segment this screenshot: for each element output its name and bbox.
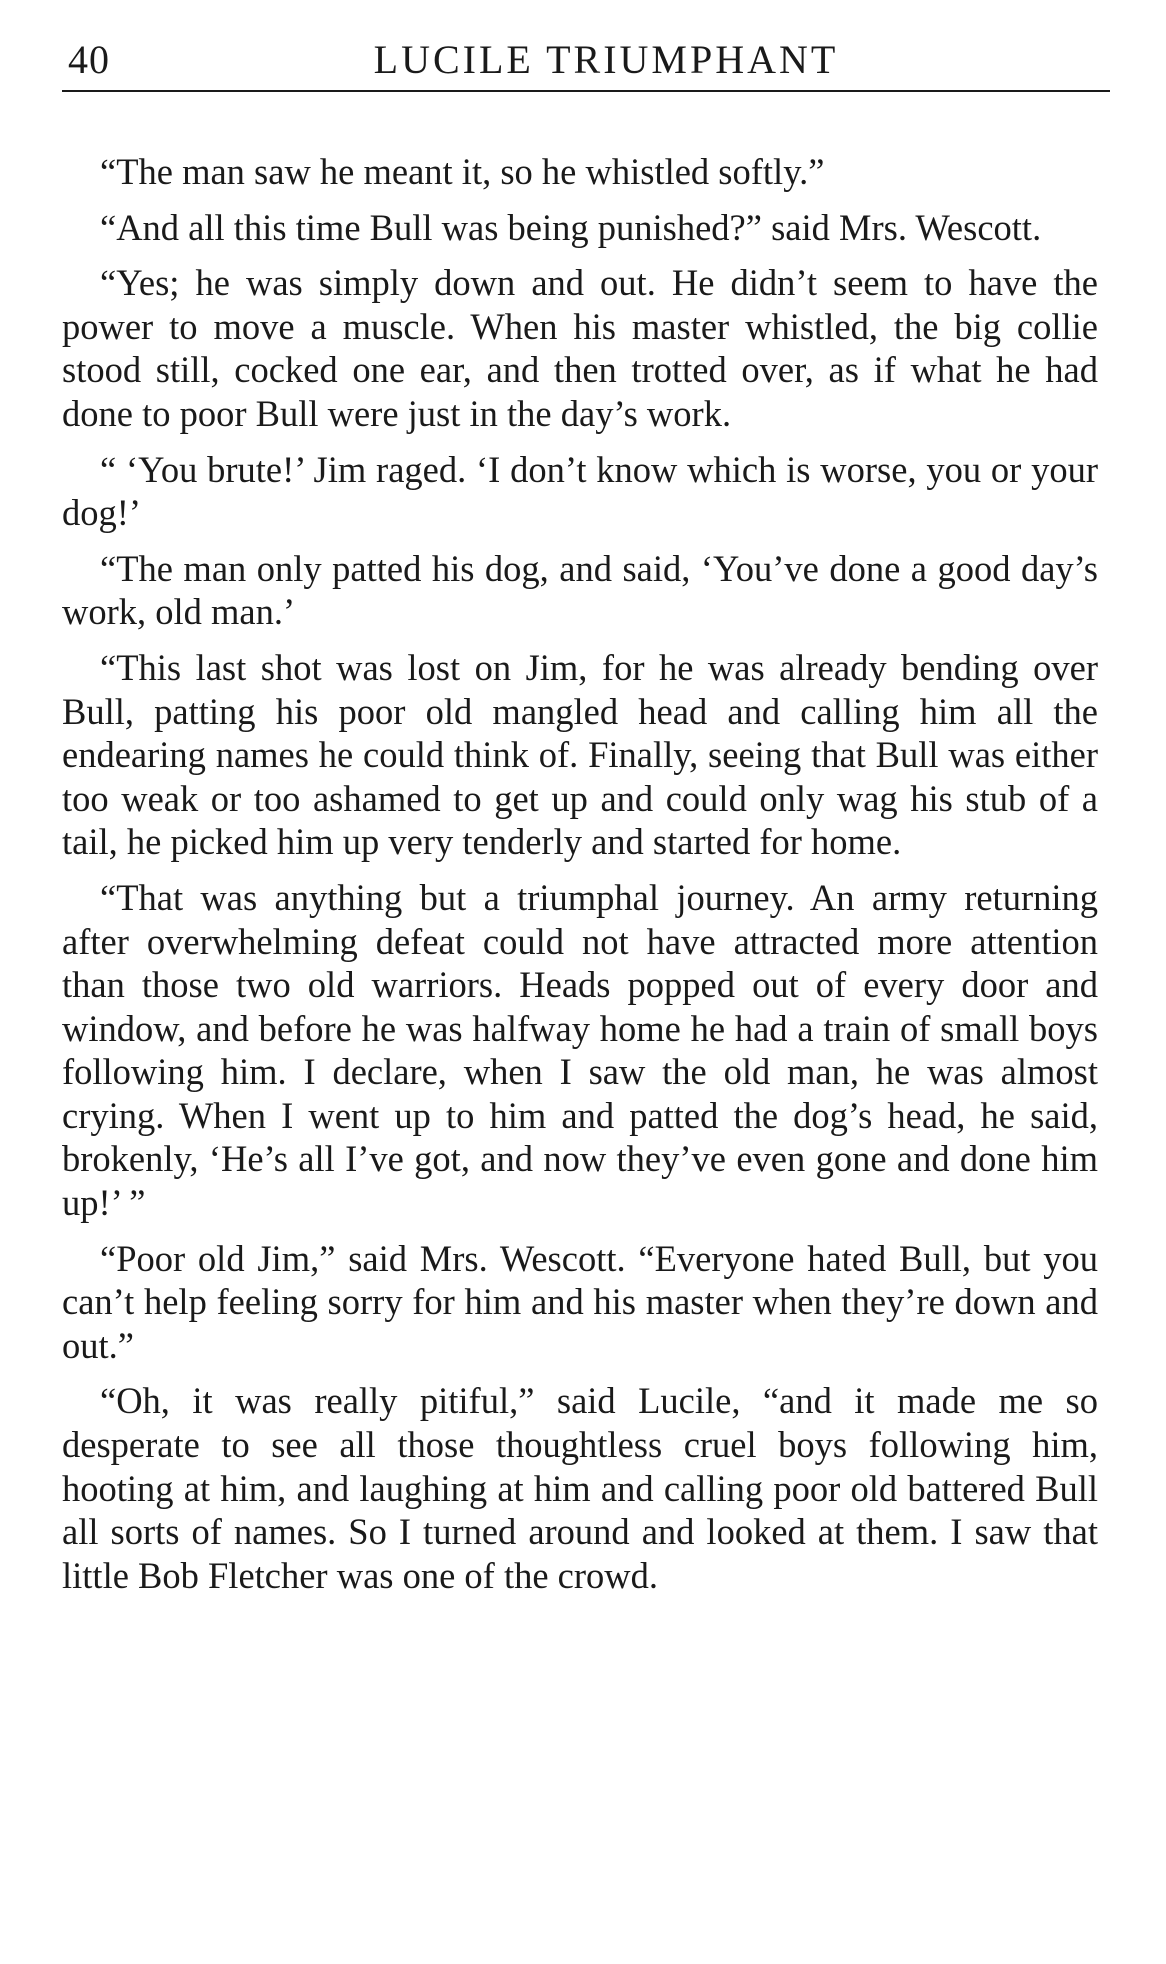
paragraph: “Oh, it was really pitiful,” said Lucile, “and it made me so desperate to see all those thoughtless cruel boys following him, hooting at him, and laughing at him and calling poor old battered Bull all sorts of names. So I turned around and looked at them. I saw that little Bob Fletcher was one of the crowd. — [62, 1380, 1098, 1596]
body-text — [62, 150, 1098, 1609]
paragraph: “ ‘You brute!’ Jim raged. ‘I don’t know which is worse, you or your dog!’ — [62, 448, 1098, 534]
paragraph: “This last shot was lost on Jim, for he was already bending over Bull, patting his poor old mangled head and calling him all the endearing names he could think of. Finally, seeing that Bull was either too weak or too ashamed to get up and could only wag his stub of a tail, he picked him up very tenderly and started for home. — [62, 646, 1098, 863]
paragraph: “That was anything but a triumphal journey. An army returning after overwhelming defeat could not have attracted more attention than those two old warriors. Heads popped out of every door and window, and before he was halfway home he had a train of small boys following him. I declare, when I saw the old man, he was almost crying. When I went up to him and patted the dog’s head, he said, brokenly, ‘He’s all I’ve got, and now they’ve even gone and done him up!’ ” — [62, 876, 1098, 1224]
paragraph: “Yes; he was simply down and out. He didn’t seem to have the power to move a muscle. When his master whistled, the big collie stood still, cocked one ear, and then trotted over, as if what he had done to poor Bull were just in the day’s work. — [62, 262, 1098, 434]
paragraph: “The man saw he meant it, so he whistled softly.” — [100, 151, 825, 192]
page-number: 40 — [68, 37, 110, 82]
paragraph: “And all this time Bull was being punished?” said Mrs. Wescott. — [100, 206, 1042, 248]
paragraph: “Poor old Jim,” said Mrs. Wescott. “Everyone hated Bull, but you can’t help feeling sorry for him and his master when they’re down and out.” — [62, 1237, 1098, 1366]
paragraph: “The man only patted his dog, and said, ‘You’ve done a good day’s work, old man.’ — [62, 547, 1098, 633]
running-head — [62, 34, 1110, 92]
running-title: LUCILE TRIUMPHANT — [373, 37, 839, 82]
